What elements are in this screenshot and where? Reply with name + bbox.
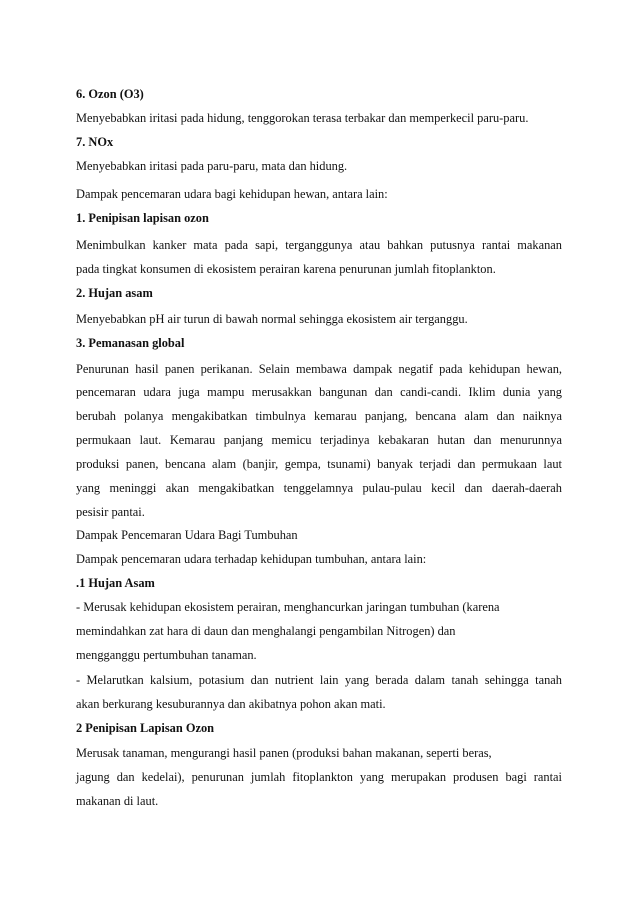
paragraph-line: - Merusak kehidupan ekosistem perairan, menghancurkan jaringan tumbuhan (karena (76, 600, 500, 614)
paragraph-line: pesisir pantai. (76, 505, 145, 519)
subheading-tumbuhan: Dampak Pencemaran Udara Bagi Tumbuhan (76, 528, 298, 542)
paragraph-line: berubah polanya mengakibatkan timbulnya kemarau panjang, bencana alam dan naiknya (76, 409, 562, 423)
heading-penipisan-lapisan-ozon: 2 Penipisan Lapisan Ozon (76, 721, 215, 735)
paragraph-line: Menyebabkan iritasi pada hidung, tenggorokan terasa terbakar dan memperkecil paru-paru. (76, 111, 529, 125)
paragraph-line: makanan di laut. (76, 794, 159, 808)
paragraph-line: Penurunan hasil panen perikanan. Selain membawa dampak negatif pada kehidupan hewan, (76, 362, 562, 376)
paragraph-line: - Melarutkan kalsium, potasium dan nutrient lain yang berada dalam tanah sehingga tanah (76, 673, 562, 687)
paragraph-line: mengganggu pertumbuhan tanaman. (76, 648, 257, 662)
heading-pemanasan-global: 3. Pemanasan global (76, 336, 185, 350)
paragraph-line: Menyebabkan iritasi pada paru-paru, mata dan hidung. (76, 159, 348, 173)
paragraph-line: Merusak tanaman, mengurangi hasil panen (produksi bahan makanan, seperti beras, (76, 746, 492, 760)
paragraph-line: permukaan laut. Kemarau panjang memicu terjadinya kebakaran hutan dan menurunnya (76, 433, 562, 447)
heading-hujan-asam-tumbuhan: .1 Hujan Asam (76, 576, 155, 590)
paragraph-line: memindahkan zat hara di daun dan menghalangi pengambilan Nitrogen) dan (76, 624, 456, 638)
paragraph-line: Dampak pencemaran udara bagi kehidupan hewan, antara lain: (76, 187, 388, 201)
paragraph-line: pada tingkat konsumen di ekosistem perairan karena penurunan jumlah fitoplankton. (76, 262, 496, 276)
paragraph-line: akan berkurang kesuburannya dan akibatnya pohon akan mati. (76, 697, 386, 711)
paragraph-line: produksi panen, bencana alam (banjir, gempa, tsunami) banyak terjadi dan permukaan laut (76, 457, 562, 471)
paragraph-line: jagung dan kedelai), penurunan jumlah fitoplankton yang merupakan produsen bagi rantai (76, 770, 562, 784)
paragraph-line: yang meninggi akan mengakibatkan tenggelamnya pulau-pulau kecil dan daerah-daerah (76, 481, 562, 495)
paragraph-line: Menyebabkan pH air turun di bawah normal sehingga ekosistem air terganggu. (76, 312, 468, 326)
paragraph-line: Menimbulkan kanker mata pada sapi, terganggunya atau bahkan putusnya rantai makanan (76, 238, 562, 252)
paragraph-line: pencemaran udara juga mampu merusakkan bangunan dan candi-candi. Iklim dunia yang (76, 385, 562, 399)
heading-hujan-asam: 2. Hujan asam (76, 286, 153, 300)
heading-ozon: 6. Ozon (O3) (76, 87, 144, 101)
heading-nox: 7. NOx (76, 135, 114, 149)
heading-penipisan-ozon: 1. Penipisan lapisan ozon (76, 211, 209, 225)
paragraph-line: Dampak pencemaran udara terhadap kehidupan tumbuhan, antara lain: (76, 552, 427, 566)
